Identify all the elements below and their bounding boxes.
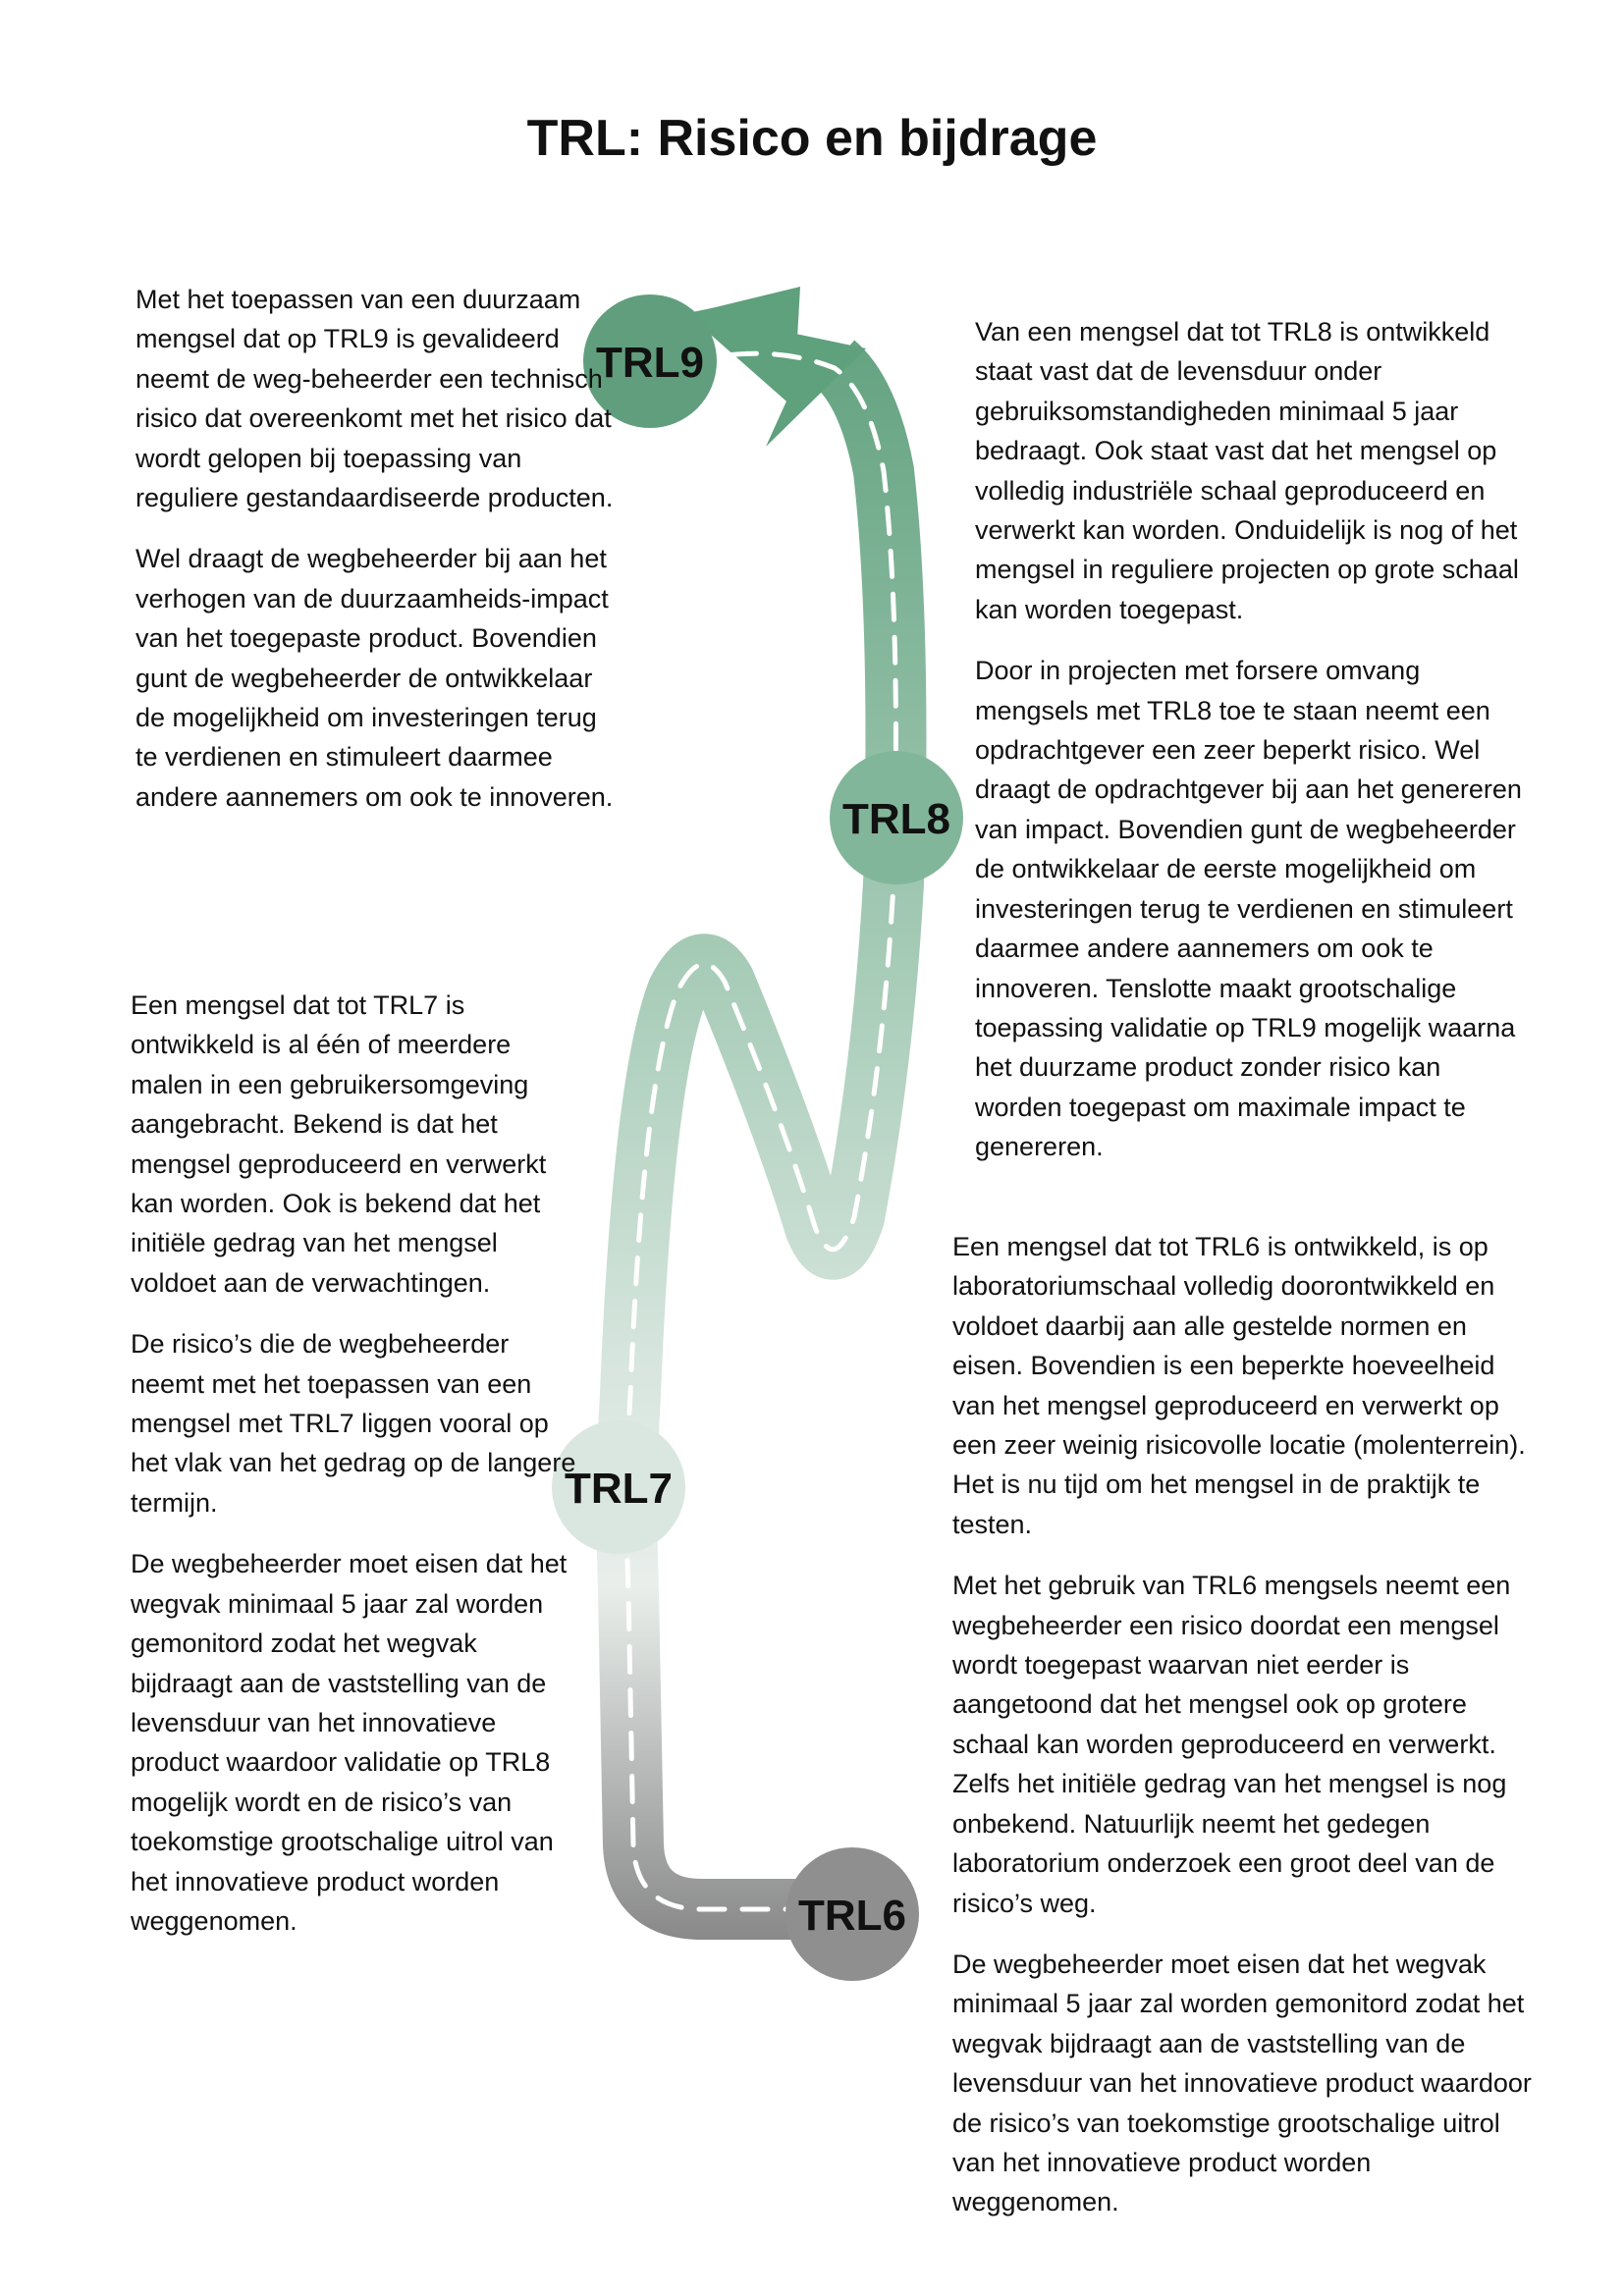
section-trl6-paragraph-3: De wegbeheerder moet eisen dat het wegvak minimaal 5 jaar zal worden gemonitord zodat het wegvak bijdraagt aan de vaststelling van de levensduur van het innovatieve product waardoor de risico’s van toekomstige grootschalige uitrol van het innovatieve product worden weggenomen. [952, 1949, 1532, 2217]
section-trl6-paragraph-1: Een mengsel dat tot TRL6 is ontwikkeld, is op laboratoriumschaal volledig doorontwikkeld en voldoet daarbij aan alle gestelde normen en eisen. Bovendien is een beperkte hoeveelheid van het mengsel geproduceerd en verwerkt op een zeer weinig risicovolle locatie (molenterrein). Het is nu tijd om het mengsel in de praktijk te testen. [952, 1232, 1526, 1539]
node-trl8-label: TRL8 [842, 795, 950, 843]
section-trl8-paragraph-1: Van een mengsel dat tot TRL8 is ontwikkeld staat vast dat de levensduur onder gebruiksomstandigheden minimaal 5 jaar bedraagt. Ook staat vast dat het mengsel op volledig industriële schaal geproduceerd en verwerkt kan worden. Onduidelijk is nog of het mengsel in reguliere projecten op grote schaal kan worden toegepast. [975, 317, 1519, 624]
section-trl6 [952, 1227, 1542, 2244]
page-title: TRL: Risico en bijdrage [526, 110, 1098, 167]
section-trl7 [131, 986, 582, 1962]
section-trl9 [135, 280, 617, 838]
section-trl7-paragraph-3: De wegbeheerder moet eisen dat het wegvak minimaal 5 jaar zal worden gemonitord zodat het wegvak bijdraagt aan de vaststelling van de levensduur van het innovatieve product waardoor validatie op TRL8 mogelijk wordt en de risico’s van toekomstige grootschalige uitrol van het innovatieve product worden weggenomen. [131, 1549, 568, 1936]
section-trl6-paragraph-2: Met het gebruik van TRL6 mengsels neemt een wegbeheerder een risico doordat een mengsel wordt toegepast waarvan niet eerder is aangetoond dat het mengsel ook op grotere schaal kan worden geproduceerd en verwerkt. Zelfs het initiële gedrag van het mengsel is nog onbekend. Natuurlijk neemt het gedegen laboratorium onderzoek een groot deel van de risico’s weg. [952, 1571, 1511, 1918]
road-body [626, 363, 895, 1909]
node-trl6-label: TRL6 [798, 1892, 906, 1940]
section-trl8-paragraph-2: Door in projecten met forsere omvang mengsels met TRL8 toe te staan neemt een opdrachtgever een zeer beperkt risico. Wel draagt de opdrachtgever bij aan het genereren van impact. Bovendien gunt de wegbeheerder de ontwikkelaar de eerste mogelijkheid om investeringen terug te verdienen en stimuleert daarmee andere aannemers om ook te innoveren. Tenslotte maakt grootschalige toepassing validatie op TRL9 mogelijk waarna het duurzame product zonder risico kan worden toegepast om maximale impact te genereren. [975, 656, 1522, 1162]
section-trl9-paragraph-1: Met het toepassen van een duurzaam mengsel dat op TRL9 is gevalideerd neemt de weg-beheerder een technisch risico dat overeenkomt met het risico dat wordt gelopen bij toepassing van reguliere gestandaardiseerde producten. [135, 285, 614, 513]
node-trl6 [785, 1847, 919, 1981]
section-trl8 [975, 312, 1525, 1189]
section-trl9-paragraph-2: Wel draagt de wegbeheerder bij aan het verhogen van de duurzaamheids-impact van het toegepaste product. Bovendien gunt de wegbeheerder de ontwikkelaar de mogelijkheid om investeringen terug te verdienen en stimuleert daarmee andere aannemers om ook te innoveren. [135, 544, 614, 812]
section-trl7-paragraph-1: Een mengsel dat tot TRL7 is ontwikkeld is al één of meerdere malen in een gebruikersomgeving aangebracht. Bekend is dat het mengsel geproduceerd en verwerkt kan worden. Ook is bekend dat het initiële gedrag van het mengsel voldoet aan de verwachtingen. [131, 990, 547, 1298]
node-trl8 [830, 751, 963, 884]
node-trl9-label: TRL9 [596, 339, 704, 387]
section-trl7-paragraph-2: De risico’s die de wegbeheerder neemt met het toepassen van een mengsel met TRL7 liggen vooral op het vlak van het gedrag op de langere termijn. [131, 1329, 576, 1518]
node-trl7-label: TRL7 [565, 1465, 673, 1513]
